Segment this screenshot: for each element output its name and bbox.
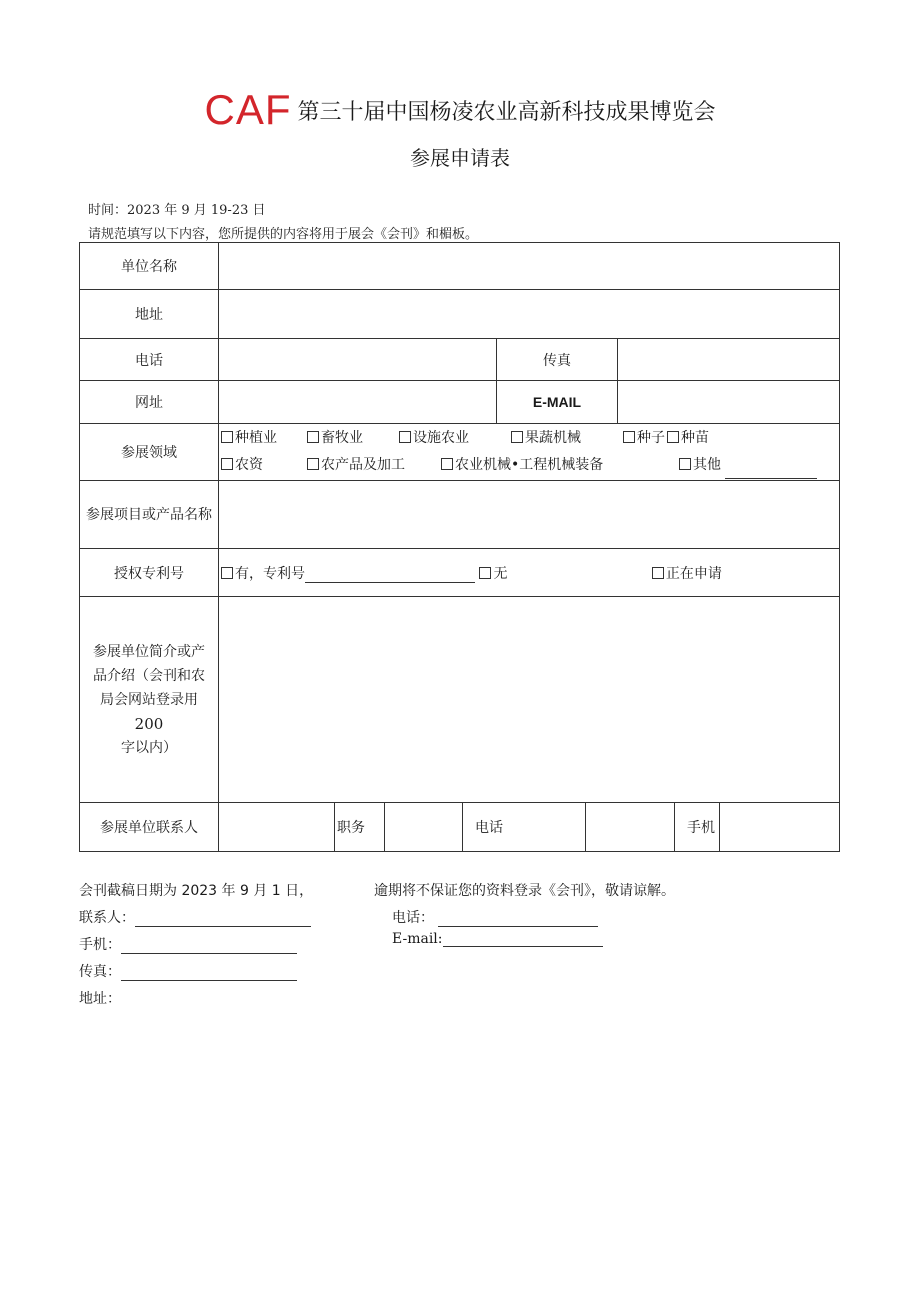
position-label: 职务 bbox=[335, 803, 385, 852]
contact-phone-label: 电话 bbox=[463, 803, 586, 852]
option-seedlings[interactable]: 种苗 bbox=[667, 425, 709, 452]
mobile-divider bbox=[719, 803, 720, 851]
option-facility-agriculture[interactable]: 设施农业 bbox=[399, 425, 469, 452]
mobile-cell bbox=[675, 803, 840, 852]
patent-number-blank[interactable] bbox=[305, 570, 475, 583]
checkbox-icon[interactable] bbox=[221, 431, 233, 443]
email-blank[interactable] bbox=[443, 932, 603, 947]
fax-blank[interactable] bbox=[121, 966, 297, 981]
fax-field[interactable] bbox=[618, 339, 840, 381]
checkbox-icon[interactable] bbox=[623, 431, 635, 443]
option-seeds[interactable]: 种子 bbox=[623, 425, 665, 452]
phone-label: 电话 bbox=[80, 339, 219, 381]
company-name-label: 单位名称 bbox=[80, 243, 219, 290]
checkbox-icon[interactable] bbox=[479, 567, 491, 579]
option-planting[interactable]: 种植业 bbox=[221, 425, 277, 452]
caf-logo: CAF bbox=[204, 86, 292, 133]
position-field[interactable] bbox=[385, 803, 463, 852]
checkbox-icon[interactable] bbox=[307, 431, 319, 443]
fax-label: 传真 bbox=[497, 339, 618, 381]
checkbox-icon[interactable] bbox=[221, 567, 233, 579]
row-phone-fax bbox=[80, 339, 840, 381]
address-label: 地址 bbox=[80, 290, 219, 339]
address-field[interactable] bbox=[219, 290, 840, 339]
option-livestock[interactable]: 畜牧业 bbox=[307, 425, 363, 452]
contact-person-blank[interactable] bbox=[135, 912, 311, 927]
introduction-field[interactable] bbox=[219, 597, 840, 803]
phone-blank[interactable] bbox=[438, 912, 598, 927]
option-machinery-equipment[interactable]: 农业机械•工程机械装备 bbox=[441, 452, 603, 479]
row-website-email bbox=[80, 381, 840, 424]
exhibit-field-label: 参展领域 bbox=[80, 424, 219, 481]
page-subtitle: 参展申请表 bbox=[410, 146, 510, 170]
instruction-note: 请规范填写以下内容，您所提供的内容将用于展会《会刊》和楣板。 bbox=[88, 227, 479, 242]
option-other[interactable]: 其他 bbox=[679, 452, 817, 479]
row-introduction bbox=[80, 597, 840, 803]
footer-phone: 电话： bbox=[392, 907, 598, 927]
checkbox-icon[interactable] bbox=[652, 567, 664, 579]
exhibit-field-options bbox=[219, 424, 840, 481]
footer-mobile: 手机： bbox=[79, 934, 297, 954]
patent-yes-option[interactable]: 有，专利号 bbox=[221, 563, 475, 583]
event-date: 时间：2023 年 9 月 19-23 日 bbox=[88, 203, 266, 218]
field-options-row-2 bbox=[221, 452, 839, 479]
website-field[interactable] bbox=[219, 381, 497, 424]
application-form bbox=[79, 242, 840, 852]
product-field[interactable] bbox=[219, 481, 840, 549]
mobile-blank[interactable] bbox=[121, 939, 297, 954]
checkbox-icon[interactable] bbox=[667, 431, 679, 443]
email-label: E-MAIL bbox=[497, 381, 618, 424]
row-address bbox=[80, 290, 840, 339]
option-fruit-veg-machinery[interactable]: 果蔬机械 bbox=[511, 425, 581, 452]
page-title: 第三十届中国杨凌农业高新科技成果博览会 bbox=[297, 99, 716, 125]
contact-person-label: 参展单位联系人 bbox=[80, 803, 219, 852]
checkbox-icon[interactable] bbox=[307, 458, 319, 470]
field-options-row-1 bbox=[221, 425, 839, 452]
contact-person-field[interactable] bbox=[219, 803, 335, 852]
checkbox-icon[interactable] bbox=[679, 458, 691, 470]
deadline-note: 会刊截稿日期为 2023 年 9 月 1 日， bbox=[79, 883, 314, 899]
contact-phone-field[interactable] bbox=[586, 803, 675, 852]
email-field[interactable] bbox=[618, 381, 840, 424]
product-label: 参展项目或产品名称 bbox=[80, 481, 219, 549]
row-patent bbox=[80, 549, 840, 597]
phone-field[interactable] bbox=[219, 339, 497, 381]
patent-options bbox=[219, 549, 840, 597]
row-contact bbox=[80, 803, 840, 852]
title-line bbox=[0, 86, 920, 134]
footer-contact-person: 联系人： bbox=[79, 907, 311, 927]
patent-no-option[interactable]: 无 bbox=[479, 563, 507, 583]
other-blank[interactable] bbox=[725, 466, 817, 479]
checkbox-icon[interactable] bbox=[221, 458, 233, 470]
patent-pending-option[interactable]: 正在申请 bbox=[652, 563, 722, 583]
footer-fax: 传真： bbox=[79, 961, 297, 981]
row-product bbox=[80, 481, 840, 549]
mobile-label: 手机 bbox=[687, 820, 715, 836]
footer-address: 地址： bbox=[79, 991, 121, 1007]
option-agri-inputs[interactable]: 农资 bbox=[221, 452, 263, 479]
introduction-label: 参展单位简介或产 品介绍（会刊和农 局会网站登录用 200 字以内） bbox=[80, 597, 219, 803]
patent-label: 授权专利号 bbox=[80, 549, 219, 597]
footer-email: E-mail: bbox=[392, 931, 603, 947]
checkbox-icon[interactable] bbox=[441, 458, 453, 470]
website-label: 网址 bbox=[80, 381, 219, 424]
option-agri-products[interactable]: 农产品及加工 bbox=[307, 452, 405, 479]
checkbox-icon[interactable] bbox=[399, 431, 411, 443]
row-company-name bbox=[80, 243, 840, 290]
row-exhibit-field bbox=[80, 424, 840, 481]
deadline-warning: 逾期将不保证您的资料登录《会刊》，敬请谅解。 bbox=[374, 883, 675, 899]
company-name-field[interactable] bbox=[219, 243, 840, 290]
checkbox-icon[interactable] bbox=[511, 431, 523, 443]
